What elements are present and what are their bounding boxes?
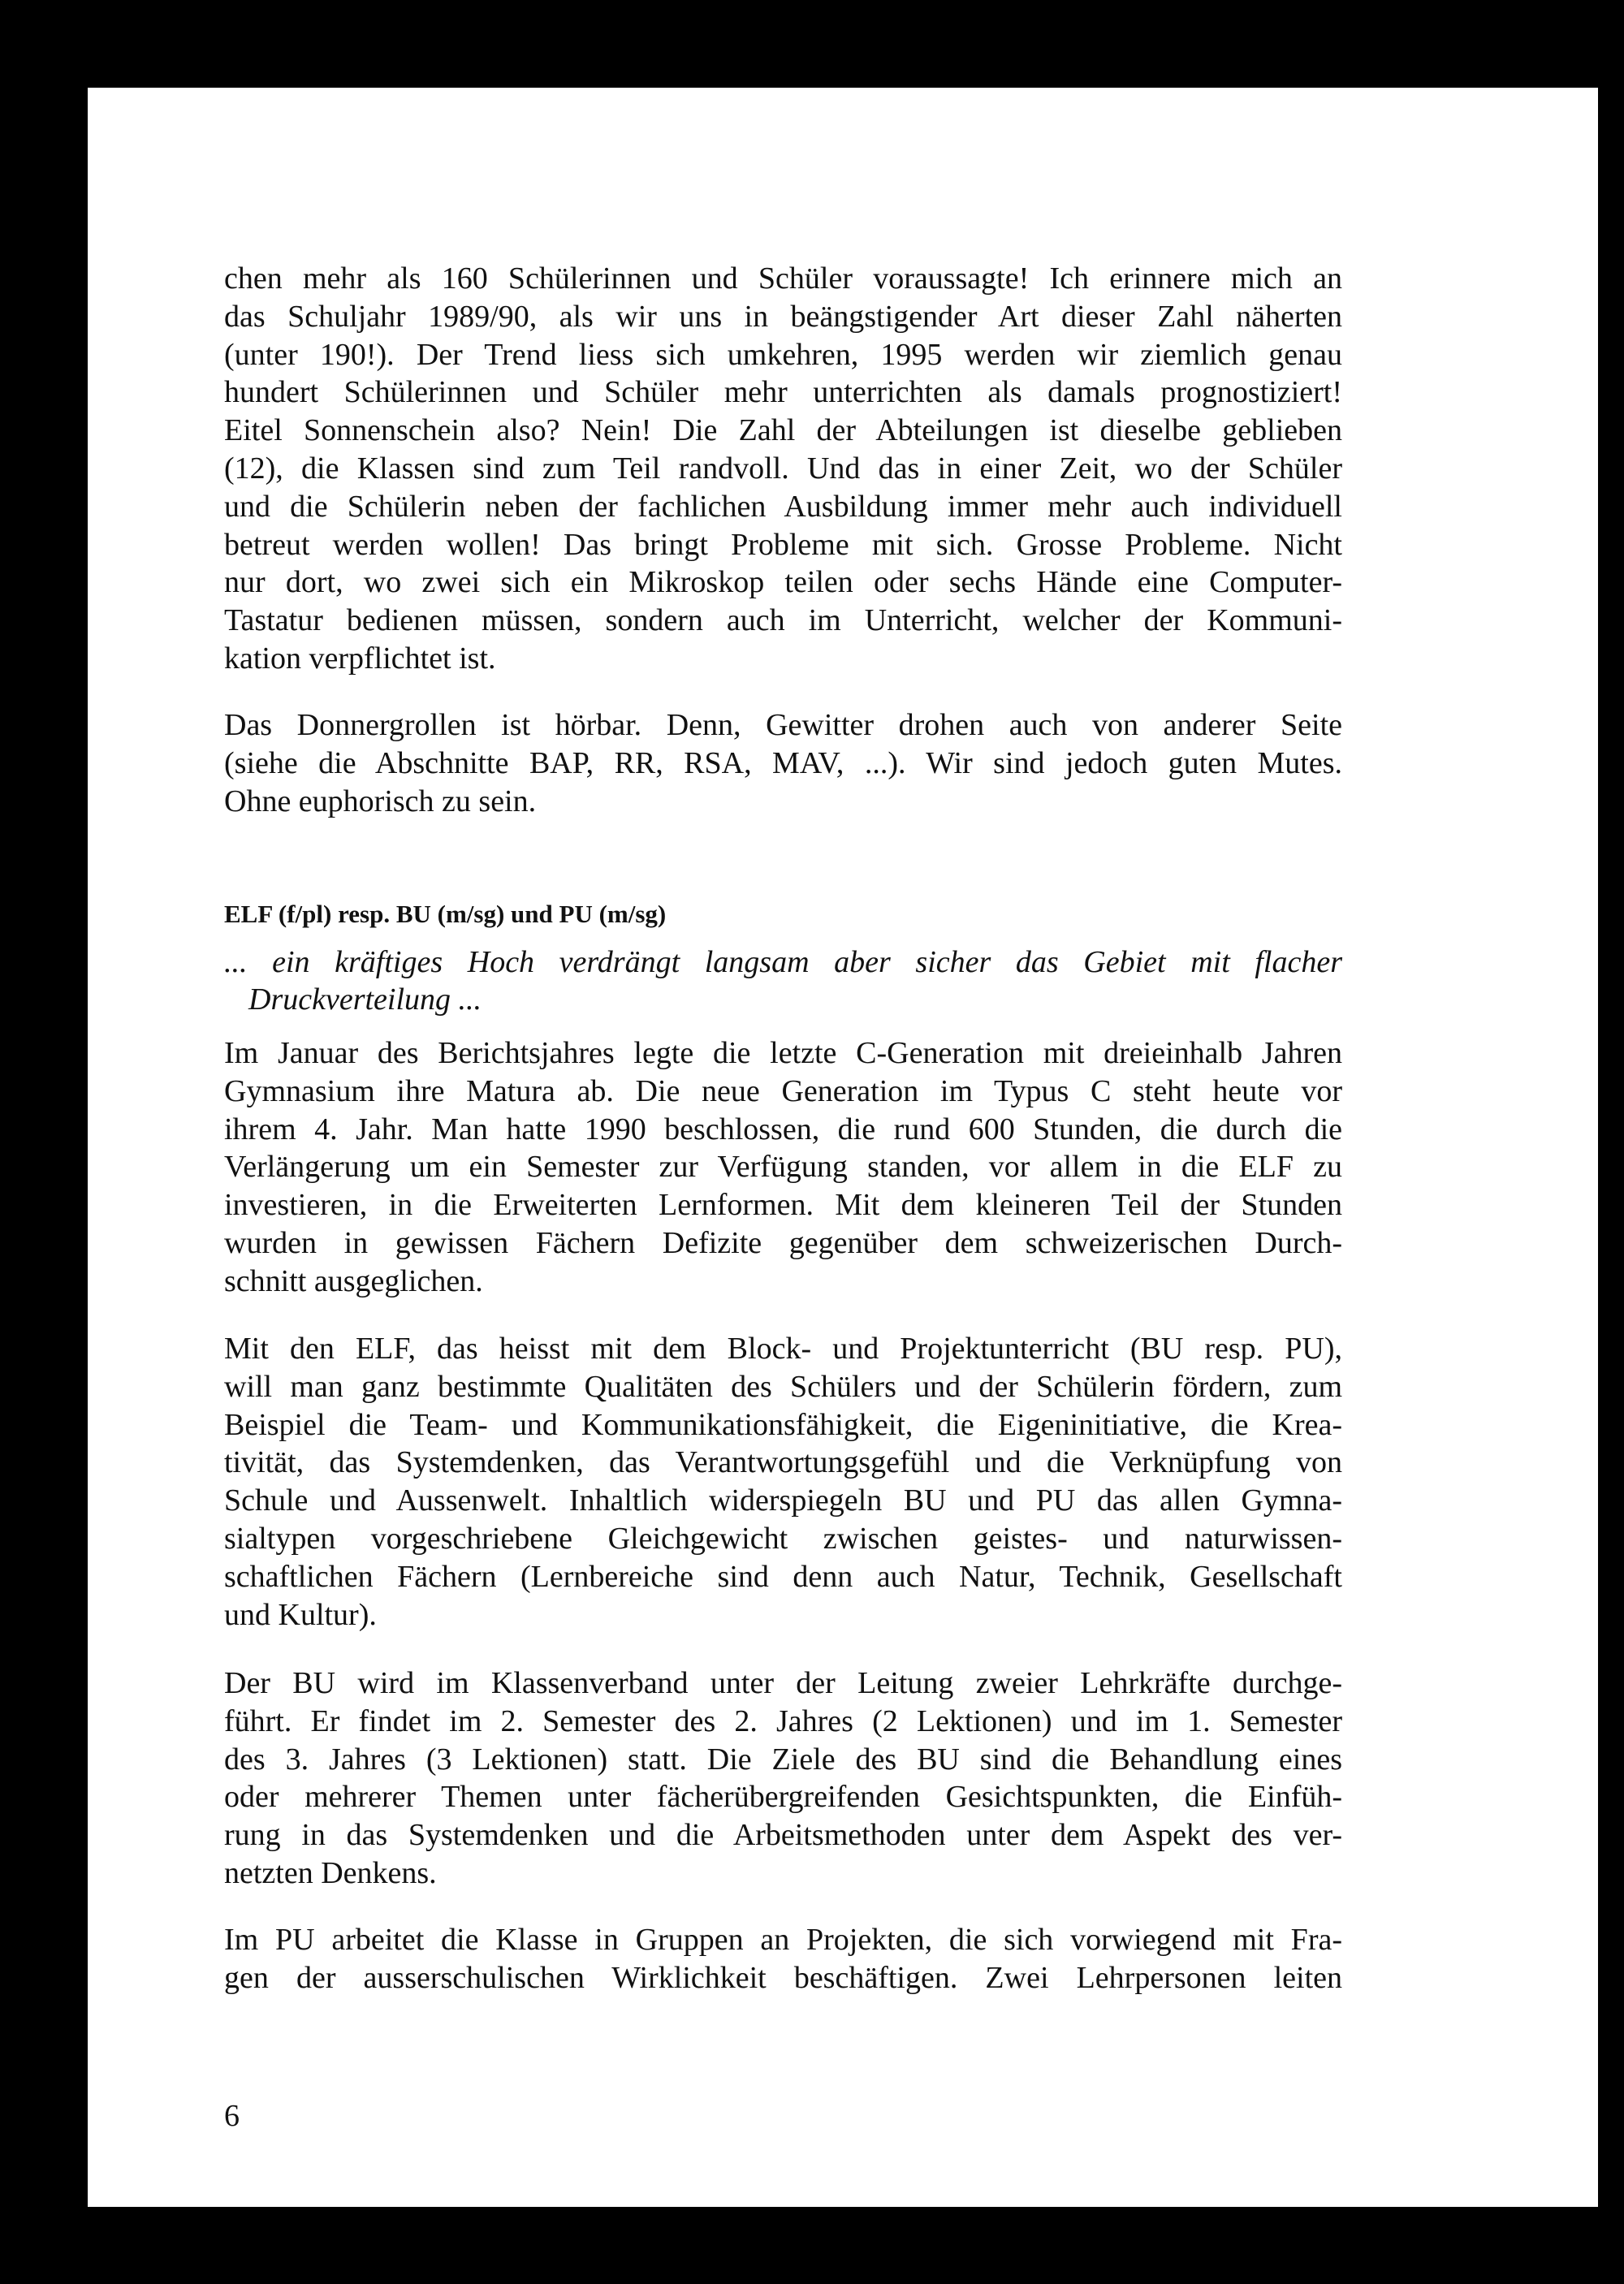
section-quote [224,943,1342,1018]
text-line: netzten Denkens. [224,1855,437,1890]
text-line: Ohne euphorisch zu sein. [224,784,537,818]
text-line: (siehe die Abschnitte BAP, RR, RSA, MAV, ...). Wir sind jedoch guten Mutes. [224,745,1342,780]
text-line: Schule und Aussenwelt. Inhaltlich widerspiegeln BU und PU das allen Gymna- [224,1483,1342,1518]
text-line: Verlängerung um ein Semester zur Verfügung standen, vor allem in die ELF zu [224,1150,1342,1185]
text-line: kation verpflichtet ist. [224,641,496,676]
paragraph-2 [224,706,1342,820]
text-line: Der BU wird im Klassenverband unter der Leitung zweier Lehrkräfte durchge- [224,1666,1342,1700]
text-line: sialtypen vorgeschriebene Gleichgewicht zwischen geistes- und naturwissen- [224,1521,1342,1556]
text-line: schnitt ausgeglichen. [224,1263,483,1298]
text-line: oder mehrerer Themen unter fächerübergreifenden Gesichtspunkten, die Einfüh- [224,1780,1342,1815]
text-line: Gymnasium ihre Matura ab. Die neue Generation im Typus C steht heute vor [224,1073,1342,1108]
text-line: Beispiel die Team- und Kommunikationsfähigkeit, die Eigeninitiative, die Krea- [224,1407,1342,1442]
text-line: nur dort, wo zwei sich ein Mikroskop teilen oder sechs Hände eine Computer- [224,565,1342,600]
text-line: führt. Er findet im 2. Semester des 2. Jahres (2 Lektionen) und im 1. Semester [224,1703,1342,1738]
text-line: ihrem 4. Jahr. Man hatte 1990 beschlossen, die rund 600 Stunden, die durch die [224,1112,1342,1146]
text-line: Tastatur bedienen müssen, sondern auch im Unterricht, welcher der Kommuni- [224,603,1342,638]
paragraph-1 [224,260,1342,678]
quote-line: ... ein kräftiges Hoch verdrängt langsam aber sicher das Gebiet mit flacher [224,945,1342,979]
text-line: chen mehr als 160 Schülerinnen und Schüler voraussagte! Ich erinnere mich an [224,261,1342,296]
text-line: Mit den ELF, das heisst mit dem Block- und Projektunterricht (BU resp. PU), [224,1332,1342,1366]
page-number: 6 [224,2099,240,2133]
text-line: Das Donnergrollen ist hörbar. Denn, Gewitter drohen auch von anderer Seite [224,708,1342,742]
text-line: investieren, in die Erweiterten Lernformen. Mit dem kleineren Teil der Stunden [224,1188,1342,1223]
text-line: und Kultur). [224,1597,377,1632]
text-line: will man ganz bestimmte Qualitäten des Schülers und der Schülerin fördern, zum [224,1369,1342,1404]
paragraph-5 [224,1664,1342,1893]
document-page [88,88,1598,2207]
text-line: betreut werden wollen! Das bringt Probleme mit sich. Grosse Probleme. Nicht [224,527,1342,562]
text-line: wurden in gewissen Fächern Defizite gegenüber dem schweizerischen Durch- [224,1225,1342,1260]
text-line: Eitel Sonnenschein also? Nein! Die Zahl der Abteilungen ist dieselbe geblieben [224,413,1342,448]
text-line: (12), die Klassen sind zum Teil randvoll. Und das in einer Zeit, wo der Schüler [224,451,1342,486]
text-line: hundert Schülerinnen und Schüler mehr unterrichten als damals prognostiziert! [224,375,1342,410]
section-heading: ELF (f/pl) resp. BU (m/sg) und PU (m/sg) [224,900,667,928]
text-line: und die Schülerin neben der fachlichen Ausbildung immer mehr auch individuell [224,489,1342,524]
text-line: gen der ausserschulischen Wirklichkeit beschäftigen. Zwei Lehrpersonen leiten [224,1960,1342,1995]
paragraph-4 [224,1330,1342,1634]
text-line: des 3. Jahres (3 Lektionen) statt. Die Ziele des BU sind die Behandlung eines [224,1742,1342,1777]
text-line: schaftlichen Fächern (Lernbereiche sind denn auch Natur, Technik, Gesellschaft [224,1559,1342,1594]
text-line: rung in das Systemdenken und die Arbeitsmethoden unter dem Aspekt des ver- [224,1818,1342,1853]
text-line: tivität, das Systemdenken, das Verantwortungsgefühl und die Verknüpfung von [224,1445,1342,1480]
quote-line: Druckverteilung ... [248,982,482,1017]
text-line: (unter 190!). Der Trend liess sich umkehren, 1995 werden wir ziemlich genau [224,337,1342,372]
text-line: das Schuljahr 1989/90, als wir uns in beängstigender Art dieser Zahl näherten [224,299,1342,334]
text-line: Im Januar des Berichtsjahres legte die letzte C-Generation mit dreieinhalb Jahren [224,1036,1342,1070]
text-line: Im PU arbeitet die Klasse in Gruppen an Projekten, die sich vorwiegend mit Fra- [224,1923,1342,1957]
paragraph-6 [224,1921,1342,1997]
paragraph-3 [224,1034,1342,1301]
